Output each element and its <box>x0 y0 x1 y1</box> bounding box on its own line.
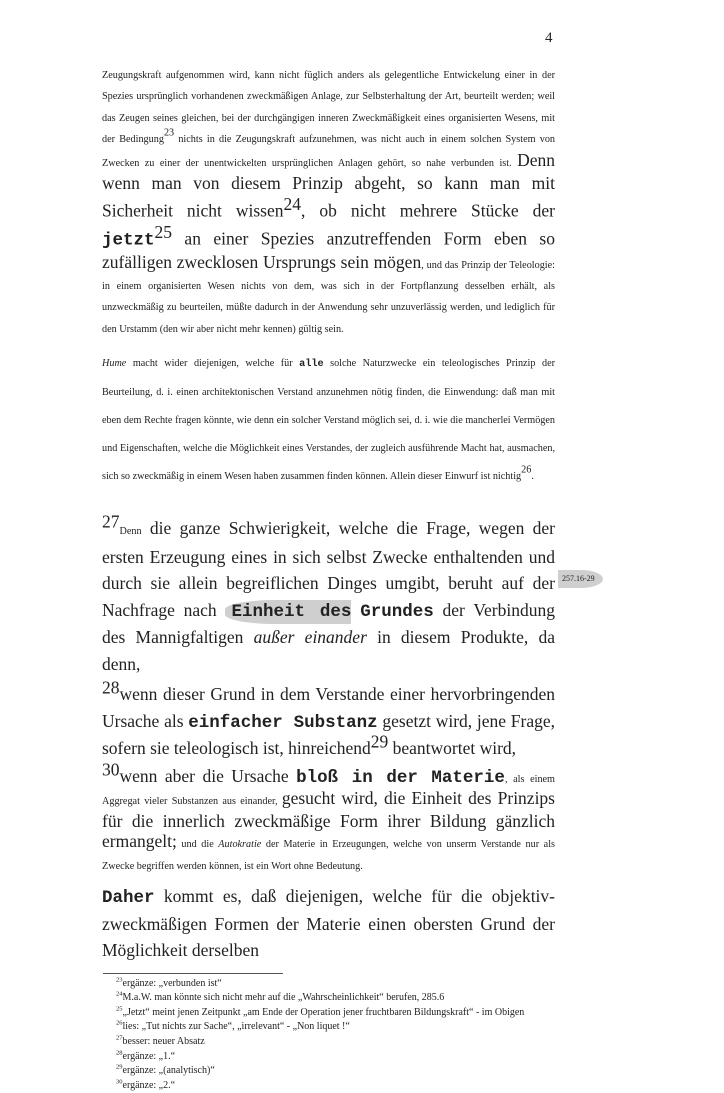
footnote-number: 29 <box>116 1063 123 1071</box>
text-segment: , als einem Aggregat vieler Substanzen aus einander, <box>102 773 555 808</box>
footnotes <box>102 977 572 1093</box>
footnote-rule <box>103 973 283 974</box>
text-segment: außer einander <box>253 627 367 648</box>
paragraph-daher <box>102 884 555 965</box>
text-segment: in diesem Produkte, da denn, <box>102 627 555 674</box>
footnote-number: 24 <box>116 990 123 998</box>
footnote-item <box>102 977 572 992</box>
paragraph-zeugungskraft <box>102 64 555 339</box>
paragraph-28 <box>102 677 556 763</box>
text-segment: Denn wenn man von diesem Prinzip abgeht, so kann man mit Sicherheit nicht wissen <box>102 149 555 221</box>
text-segment: wenn dieser Grund in dem Verstande einer hervorbringenden Ursache als <box>102 684 555 731</box>
paragraph-30 <box>102 759 555 877</box>
text-segment: der Materie in Erzeugungen, welche von unserm Verstande nur als Zwecke begriffen werden können, ist ein Wort ohne Bedeutung. <box>102 839 555 872</box>
text-segment: macht wider diejenigen, welche für <box>126 358 300 370</box>
text-segment: Hume <box>102 358 127 370</box>
footnote-item <box>102 1006 572 1021</box>
text-segment: Grundes <box>360 601 434 622</box>
text-segment: Denn <box>119 526 142 538</box>
footnote-marker: 30 <box>102 759 120 780</box>
footnote-text: ergänze: „1.“ <box>122 1050 176 1062</box>
footnote-item <box>102 991 572 1006</box>
footnote-marker: 26 <box>521 464 532 476</box>
footnote-number: 28 <box>116 1049 123 1057</box>
footnote-item <box>102 1020 572 1035</box>
text-segment: gesetzt wird, jene Frage, sofern sie teleologisch ist, hinreichend <box>102 710 556 759</box>
text-segment: die ganze Schwierigkeit, welche die Frage, wegen der ersten Erzeugung eines in sich selbst Zwecke enthaltenden und durch sie allein begreiflichen Dinges umgibt, beruht auf der Nachfrage nach <box>102 518 555 620</box>
text-segment: nichts in die Zeugungskraft aufzunehmen, was nicht auch in einem solchen System von Zwecken zu einer der unentwickelten ursprünglichen Anlagen gehört, so nahe verbunden ist. <box>102 134 556 169</box>
text-segment: Daher <box>102 888 155 909</box>
footnote-text: M.a.W. man könnte sich nicht mehr auf die „Wahrscheinlichkeit“ berufen, 285.6 <box>122 992 445 1004</box>
page-number: 4 <box>545 30 553 46</box>
text-segment: an einer Spezies anzutreffenden Form eben so zufälligen zwecklosen Ursprungs sein mögen <box>102 228 555 272</box>
text-segment: jetzt <box>102 230 155 251</box>
text-segment <box>351 600 360 620</box>
text-column <box>102 64 595 1093</box>
footnote-number: 25 <box>116 1005 123 1013</box>
text-segment: einfacher Substanz <box>188 712 378 733</box>
footnote-text: lies: „Tut nichts zur Sache“, „irrelevant“ - „Non liquet !“ <box>122 1021 350 1033</box>
footnote-marker: 23 <box>163 127 175 139</box>
footnote-text: „Jetzt“ meint jenen Zeitpunkt „am Ende der Operation jener fruchtbaren Bildungskraft“ - im Obigen <box>122 1006 525 1018</box>
text-segment: und die <box>176 839 219 851</box>
footnote-marker: 25 <box>154 222 173 243</box>
paragraph-27 <box>102 511 595 678</box>
footnote-number: 26 <box>116 1020 123 1028</box>
text-segment: wenn aber die Ursache <box>119 765 297 786</box>
text-segment: bloß in der Materie <box>296 767 505 788</box>
text-segment: Autokratie <box>218 839 262 851</box>
text-segment: Zeugungskraft aufgenommen wird, kann nicht füglich anders als gelegentliche Entwickelung einer in der Spezies ursprünglich vorhandenen zweckmäßigen Anlage, zur Selbsterhaltung der Art, beurteilt werden; weil das Zeugen seines gleichen, bei der durchgängigen inneren Zweckmäßigkeit eines organisierten Wesens, mit der Bedingung <box>102 70 555 146</box>
footnote-number: 27 <box>116 1034 123 1042</box>
footnote-marker: 27 <box>102 511 120 532</box>
text-segment: kommt es, daß diejenigen, welche für die objektiv-zweckmäßigen Formen der Materie einen obersten Grund der Möglichkeit derselben <box>102 886 555 961</box>
text-segment: beantwortet wird, <box>388 738 517 759</box>
footnote-marker: 29 <box>370 731 389 752</box>
margin-note: 257.16-29 <box>558 570 603 588</box>
text-segment: . <box>531 471 534 483</box>
text-segment: gesucht wird, die Einheit des Prinzips für die innerlich zweckmäßige Form ihrer Bildung gänzlich ermangelt; <box>102 788 555 852</box>
text-segment: der Verbindung des Mannigfaltigen <box>102 599 555 648</box>
footnote-text: besser: neuer Absatz <box>122 1036 205 1047</box>
footnote-text: ergänze: „verbunden ist“ <box>122 977 222 989</box>
footnote-item <box>102 1035 572 1050</box>
highlighted-text: Einheit des <box>225 600 351 624</box>
footnote-text: ergänze: „2.“ <box>122 1079 176 1091</box>
text-segment: alle <box>299 359 324 371</box>
footnote-item <box>102 1064 572 1079</box>
text-segment: solche Naturzwecke ein teleologisches Prinzip der Beurteilung, d. i. einen architektonischen Verstand anzunehmen nötig finden, die Einwendung: daß man mit eben dem Rechte fragen könnte, wie denn ein solcher Verstand möglich sei, d. i. wie die mancherlei Vermögen und Eigenschaften, welche die Möglichkeit eines Verstandes, der zugleich ausführende Macht hat, ausmachen, sich so zweckmäßig in einem Wesen haben zusammen finden können. Allein dieser Einwurf ist nichtig <box>102 358 555 483</box>
footnote-item <box>102 1079 572 1093</box>
text-segment: , ob nicht mehrere Stücke der <box>301 200 555 221</box>
footnote-item <box>102 1050 572 1065</box>
footnote-number: 23 <box>116 976 123 984</box>
footnote-text: ergänze: „(analytisch)“ <box>122 1065 215 1077</box>
footnote-marker: 24 <box>283 194 302 215</box>
paragraph-hume <box>102 349 555 490</box>
footnote-marker: 28 <box>102 677 120 698</box>
footnote-number: 30 <box>116 1078 123 1086</box>
text-segment: , und das Prinzip der Teleologie: in einem organisierten Wesen nichts von dem, was sich in der Fortpflanzung desselben erhält, als unzweckmäßig zu beurteilen, müßte dadurch in der Anwendung sehr unzuverlässig werden, und lediglich für den Urstamm (den wir aber nicht mehr kennen) gültig sein. <box>102 259 555 335</box>
